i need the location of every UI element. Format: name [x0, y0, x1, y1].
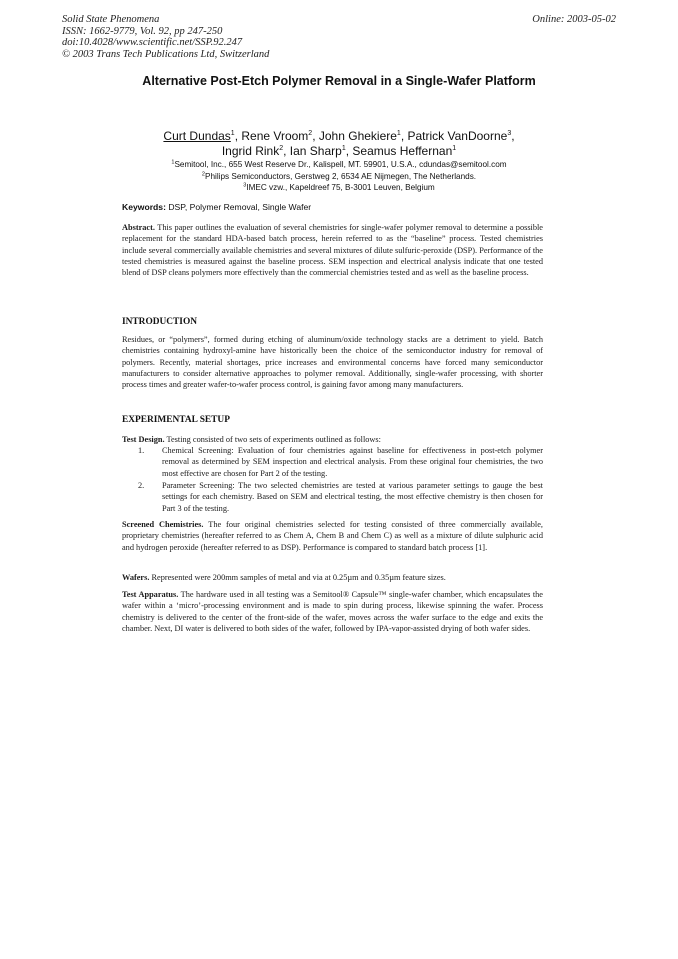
affiliations [0, 159, 678, 194]
author-name: Seamus Heffernan [352, 144, 453, 158]
author-affil-mark: 2 [279, 145, 284, 152]
list-item-text: Parameter Screening: The two selected chemistries are tested at various parameter settings to gauge the best settings for each chemistry. Based on SEM and electrical testing, the most effective chemistry is then chosen for Part 3 of the testing. [162, 481, 543, 513]
author-name: Rene Vroom [241, 129, 309, 143]
online-date: Online: 2003-05-02 [532, 14, 616, 25]
author-affil-mark: 1 [452, 145, 457, 152]
author-affil-mark: 1 [230, 130, 235, 137]
introduction-heading: INTRODUCTION [122, 317, 198, 327]
author-line-1: Curt Dundas$^1$, Rene Vroom$^2$, John Ghekiere$^1$, Patrick VanDoorne$^3$, [163, 129, 515, 143]
journal-copyright: © 2003 Trans Tech Publications Ltd, Switzerland [62, 48, 270, 60]
abstract-text: This paper outlines the evaluation of several chemistries for single-wafer polymer removal to determine a possible replacement for the standard HDA-based batch process, herein referred to as the “baseline” process. Tested chemistries include several commercially available chemistries and several mixtures of dilute sulfuric-peroxide (DSP). Performance of the tested chemistries is measured against the baseline process. SEM inspection and electrical analysis indicate that one tested blend of DSP cleans polymers more effectively than the commercial chemistries tested and as well as the baseline process. [122, 223, 543, 278]
test-design-label: Test Design. [122, 435, 165, 444]
test-design [122, 434, 543, 445]
journal-doi: doi:10.4028/www.scientific.net/SSP.92.247 [62, 37, 243, 48]
author-name: John Ghekiere [318, 129, 397, 143]
author-name: Ingrid Rink [221, 144, 280, 158]
list-item [122, 445, 543, 479]
list-item-number: 1. [138, 446, 145, 455]
keywords-label: Keywords: [122, 202, 166, 212]
author-affil-mark: 1 [396, 130, 401, 137]
abstract-label: Abstract. [122, 223, 155, 232]
introduction-text: Residues, or “polymers”, formed during etching of aluminum/oxide technology stacks are a detriment to yield. Batch chemistries containing hydroxyl-amine have historically been the choice of the semiconductor industry for removal of polymers. Recently, material shortages, price increases and environmental concerns have forced many semiconductor manufacturers to consider alternative approaches to polymer removal. Additionally, single-wafer processing, with shorter process times and greater wafer-to-wafer process control, is gaining favor among many manufacturers. [122, 335, 543, 390]
screened-chemistries-text: The four original chemistries selected for testing consisted of three commercially available, proprietary chemistries (hereafter referred to as Chem A, Chem B and Chem C) as well as a mixture of dilute sulphuric acid and hydrogen peroxide (hereafter referred to as DSP). Performance is compared to standard batch process [1]. [122, 520, 543, 552]
wafers-text: Represented were 200mm samples of metal and via at 0.25µm and 0.35µm feature sizes. [151, 573, 446, 582]
experimental-heading: EXPERIMENTAL SETUP [122, 415, 230, 425]
author-name: Curt Dundas [163, 129, 231, 143]
test-design-text: Testing consisted of two sets of experiments outlined as follows: [166, 435, 381, 444]
list-item-number: 2. [138, 481, 145, 490]
test-apparatus [122, 589, 543, 634]
screened-chemistries-label: Screened Chemistries. [122, 520, 204, 529]
keywords [122, 202, 311, 212]
affiliation: $^2$Philips Semiconductors, Gerstweg 2, 6534 AE Nijmegen, The Netherlands. [201, 170, 477, 181]
author-name: Ian Sharp [289, 144, 342, 158]
test-apparatus-label: Test Apparatus. [122, 590, 179, 599]
keywords-text: DSP, Polymer Removal, Single Wafer [168, 202, 312, 212]
paper-title: Alternative Post-Etch Polymer Removal in a Single-Wafer Platform [142, 74, 536, 88]
author-affil-mark: 3 [507, 130, 512, 137]
journal-issn: ISSN: 1662-9779, Vol. 92, pp 247-250 [62, 25, 223, 37]
author-line-2: Ingrid Rink$^2$, Ian Sharp$^1$, Seamus Heffernan$^1$ [221, 144, 457, 158]
affiliation: $^3$IMEC vzw., Kapeldreef 75, B-3001 Leuven, Belgium [243, 182, 435, 192]
author-name: Patrick VanDoorne [407, 129, 508, 143]
test-apparatus-text: The hardware used in all testing was a Semitool® Capsule™ single-wafer chamber, which encapsulates the wafer within a ‘micro’-processing environment and is made to spin during process, likewise spinning the wafer. Process chemistry is delivered to the center of the front-side of the wafer, moves across the wafer surface to the edge and exits the chamber. Next, DI water is delivered to both sides of the wafer, followed by IPA-vapor-assisted drying of both wafer sides. [122, 590, 543, 633]
list-item [122, 480, 543, 514]
journal-header [62, 14, 269, 60]
author-affil-mark: 1 [341, 145, 346, 152]
list-item-text: Chemical Screening: Evaluation of four chemistries against baseline for effectiveness in post-etch polymer removal as determined by SEM inspection and electrical analysis. From these original four chemistries, the two most effective are chosen for Part 2 of the testing. [162, 446, 543, 478]
journal-name: Solid State Phenomena [62, 14, 160, 25]
screened-chemistries [122, 519, 543, 553]
abstract [122, 222, 543, 278]
author-list [0, 129, 678, 159]
author-affil-mark: 2 [308, 130, 313, 137]
wafers [122, 572, 543, 583]
wafers-label: Wafers. [122, 573, 150, 582]
affiliation: $^1$Semitool, Inc., 655 West Reserve Dr., Kalispell, MT. 59901, U.S.A., cdundas@semitool.com [171, 159, 507, 169]
